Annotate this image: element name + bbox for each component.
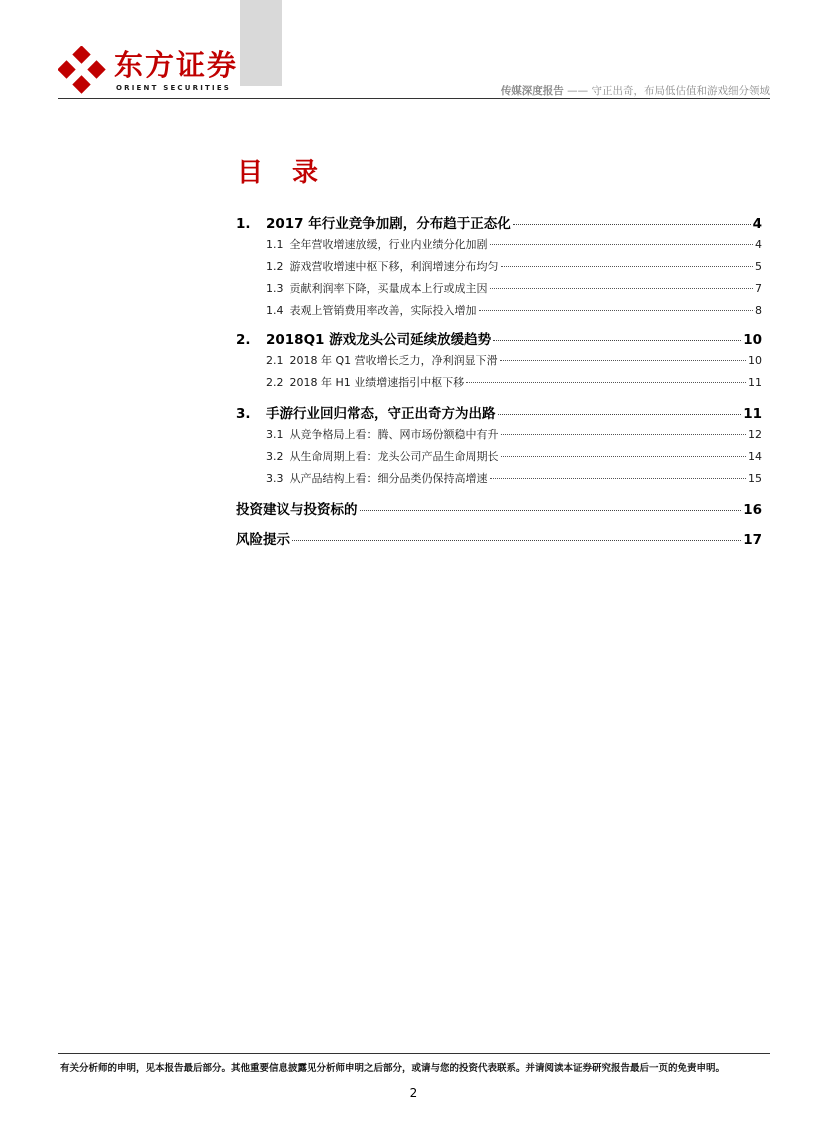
toc-entry-page: 11 [743,406,762,422]
toc-leader [501,434,747,435]
toc-entry-number: 2.1 [266,354,284,367]
toc-entry-page: 5 [755,260,762,273]
toc-entry[interactable] [236,212,762,232]
report-category: 传媒深度报告 [500,85,564,97]
toc-entry[interactable] [236,402,762,422]
toc-entry-title: 从产品结构上看：细分品类仍保持高增速 [289,472,488,485]
company-logo [58,46,239,98]
footer-disclaimer: 有关分析师的申明，见本报告最后部分。其他重要信息披露见分析师申明之后部分，或请与您的投资代表联系。并请阅读本证券研究报告最后一页的免责申明。 [60,1063,726,1074]
toc-subentry[interactable] [236,352,762,368]
toc-subentry[interactable] [236,280,762,296]
toc-entry-page: 17 [743,532,762,548]
toc-entry-page: 10 [748,354,762,367]
toc-entry-title: 2018 年 Q1 营收增长乏力，净利润显下滑 [289,354,498,367]
logo-chinese-name: 东方证券 [114,48,239,82]
toc-leader [500,360,746,361]
toc-entry-number: 1.3 [266,282,284,295]
toc-entry-title: 投资建议与投资标的 [236,502,358,518]
report-header [501,83,770,98]
toc-entry-page: 8 [755,304,762,317]
orient-logo-icon [58,46,106,94]
toc-entry-title: 贡献利润率下降，买量成本上行或成主因 [289,282,488,295]
toc-entry-number: 1.2 [266,260,284,273]
toc-entry[interactable] [236,498,762,518]
toc-leader [360,510,742,511]
toc-leader [490,288,754,289]
toc-entry-title: 全年营收增速放缓，行业内业绩分化加剧 [289,238,488,251]
toc-entry-number: 1.4 [266,304,284,317]
toc-entry-page: 4 [755,238,762,251]
toc-entry-page: 7 [755,282,762,295]
toc-entry-title: 从竞争格局上看：腾、网市场份额稳中有升 [289,428,499,441]
toc-subentry[interactable] [236,374,762,390]
toc-leader [292,540,741,541]
toc-entry-title: 2018 年 H1 业绩增速指引中枢下移 [289,376,465,389]
toc-leader [490,244,754,245]
toc-entry-title: 2018Q1 游戏龙头公司延续放缓趋势 [266,332,492,348]
toc-entry-title: 风险提示 [236,532,290,548]
toc-entry-page: 14 [748,450,762,463]
report-title: 守正出奇，布局低估值和游戏细分领域 [591,85,770,97]
toc-leader [501,456,747,457]
toc-entry[interactable] [236,528,762,548]
toc-entry-title: 2017 年行业竞争加剧，分布趋于正态化 [266,216,511,232]
logo-english-name: ORIENT SECURITIES [116,84,232,92]
toc-entry-number: 3.2 [266,450,284,463]
toc-entry-page: 4 [752,216,762,232]
toc-leader [479,310,754,311]
toc-subentry[interactable] [236,470,762,486]
toc-entry-title: 手游行业回归常态，守正出奇方为出路 [266,406,496,422]
toc-leader [493,340,741,341]
toc-entry-page: 15 [748,472,762,485]
toc-entry-title: 表观上管销费用率改善，实际投入增加 [289,304,477,317]
toc-leader [466,382,746,383]
toc-subentry[interactable] [236,258,762,274]
toc-entry-page: 16 [743,502,762,518]
toc-entry-number: 3.3 [266,472,284,485]
toc-leader [490,478,747,479]
toc-leader [513,224,751,225]
toc-subentry[interactable] [236,426,762,442]
toc-entry-title: 游戏营收增速中枢下移，利润增速分布均匀 [289,260,499,273]
toc-entry-number: 2.2 [266,376,284,389]
toc-entry[interactable] [236,328,762,348]
toc-entry-number: 1.1 [266,238,284,251]
toc-entry-page: 10 [743,332,762,348]
toc-leader [501,266,754,267]
toc-entry-title: 从生命周期上看：龙头公司产品生命周期长 [289,450,499,463]
toc-entry-number: 1. [236,216,251,232]
page-number: 2 [409,1086,418,1100]
toc-entry-page: 11 [748,376,762,389]
header-separator: —— [567,85,592,97]
toc-entry-page: 12 [748,428,762,441]
toc-entry-number: 3. [236,406,251,422]
header-decor-block [240,0,282,86]
toc-entry-number: 3.1 [266,428,284,441]
footer-divider [58,1053,770,1054]
toc-leader [498,414,742,415]
toc-subentry[interactable] [236,302,762,318]
header-divider [58,98,770,99]
toc-subentry[interactable] [236,236,762,252]
toc-subentry[interactable] [236,448,762,464]
toc-heading: 目 录 [237,158,329,188]
toc-entry-number: 2. [236,332,251,348]
